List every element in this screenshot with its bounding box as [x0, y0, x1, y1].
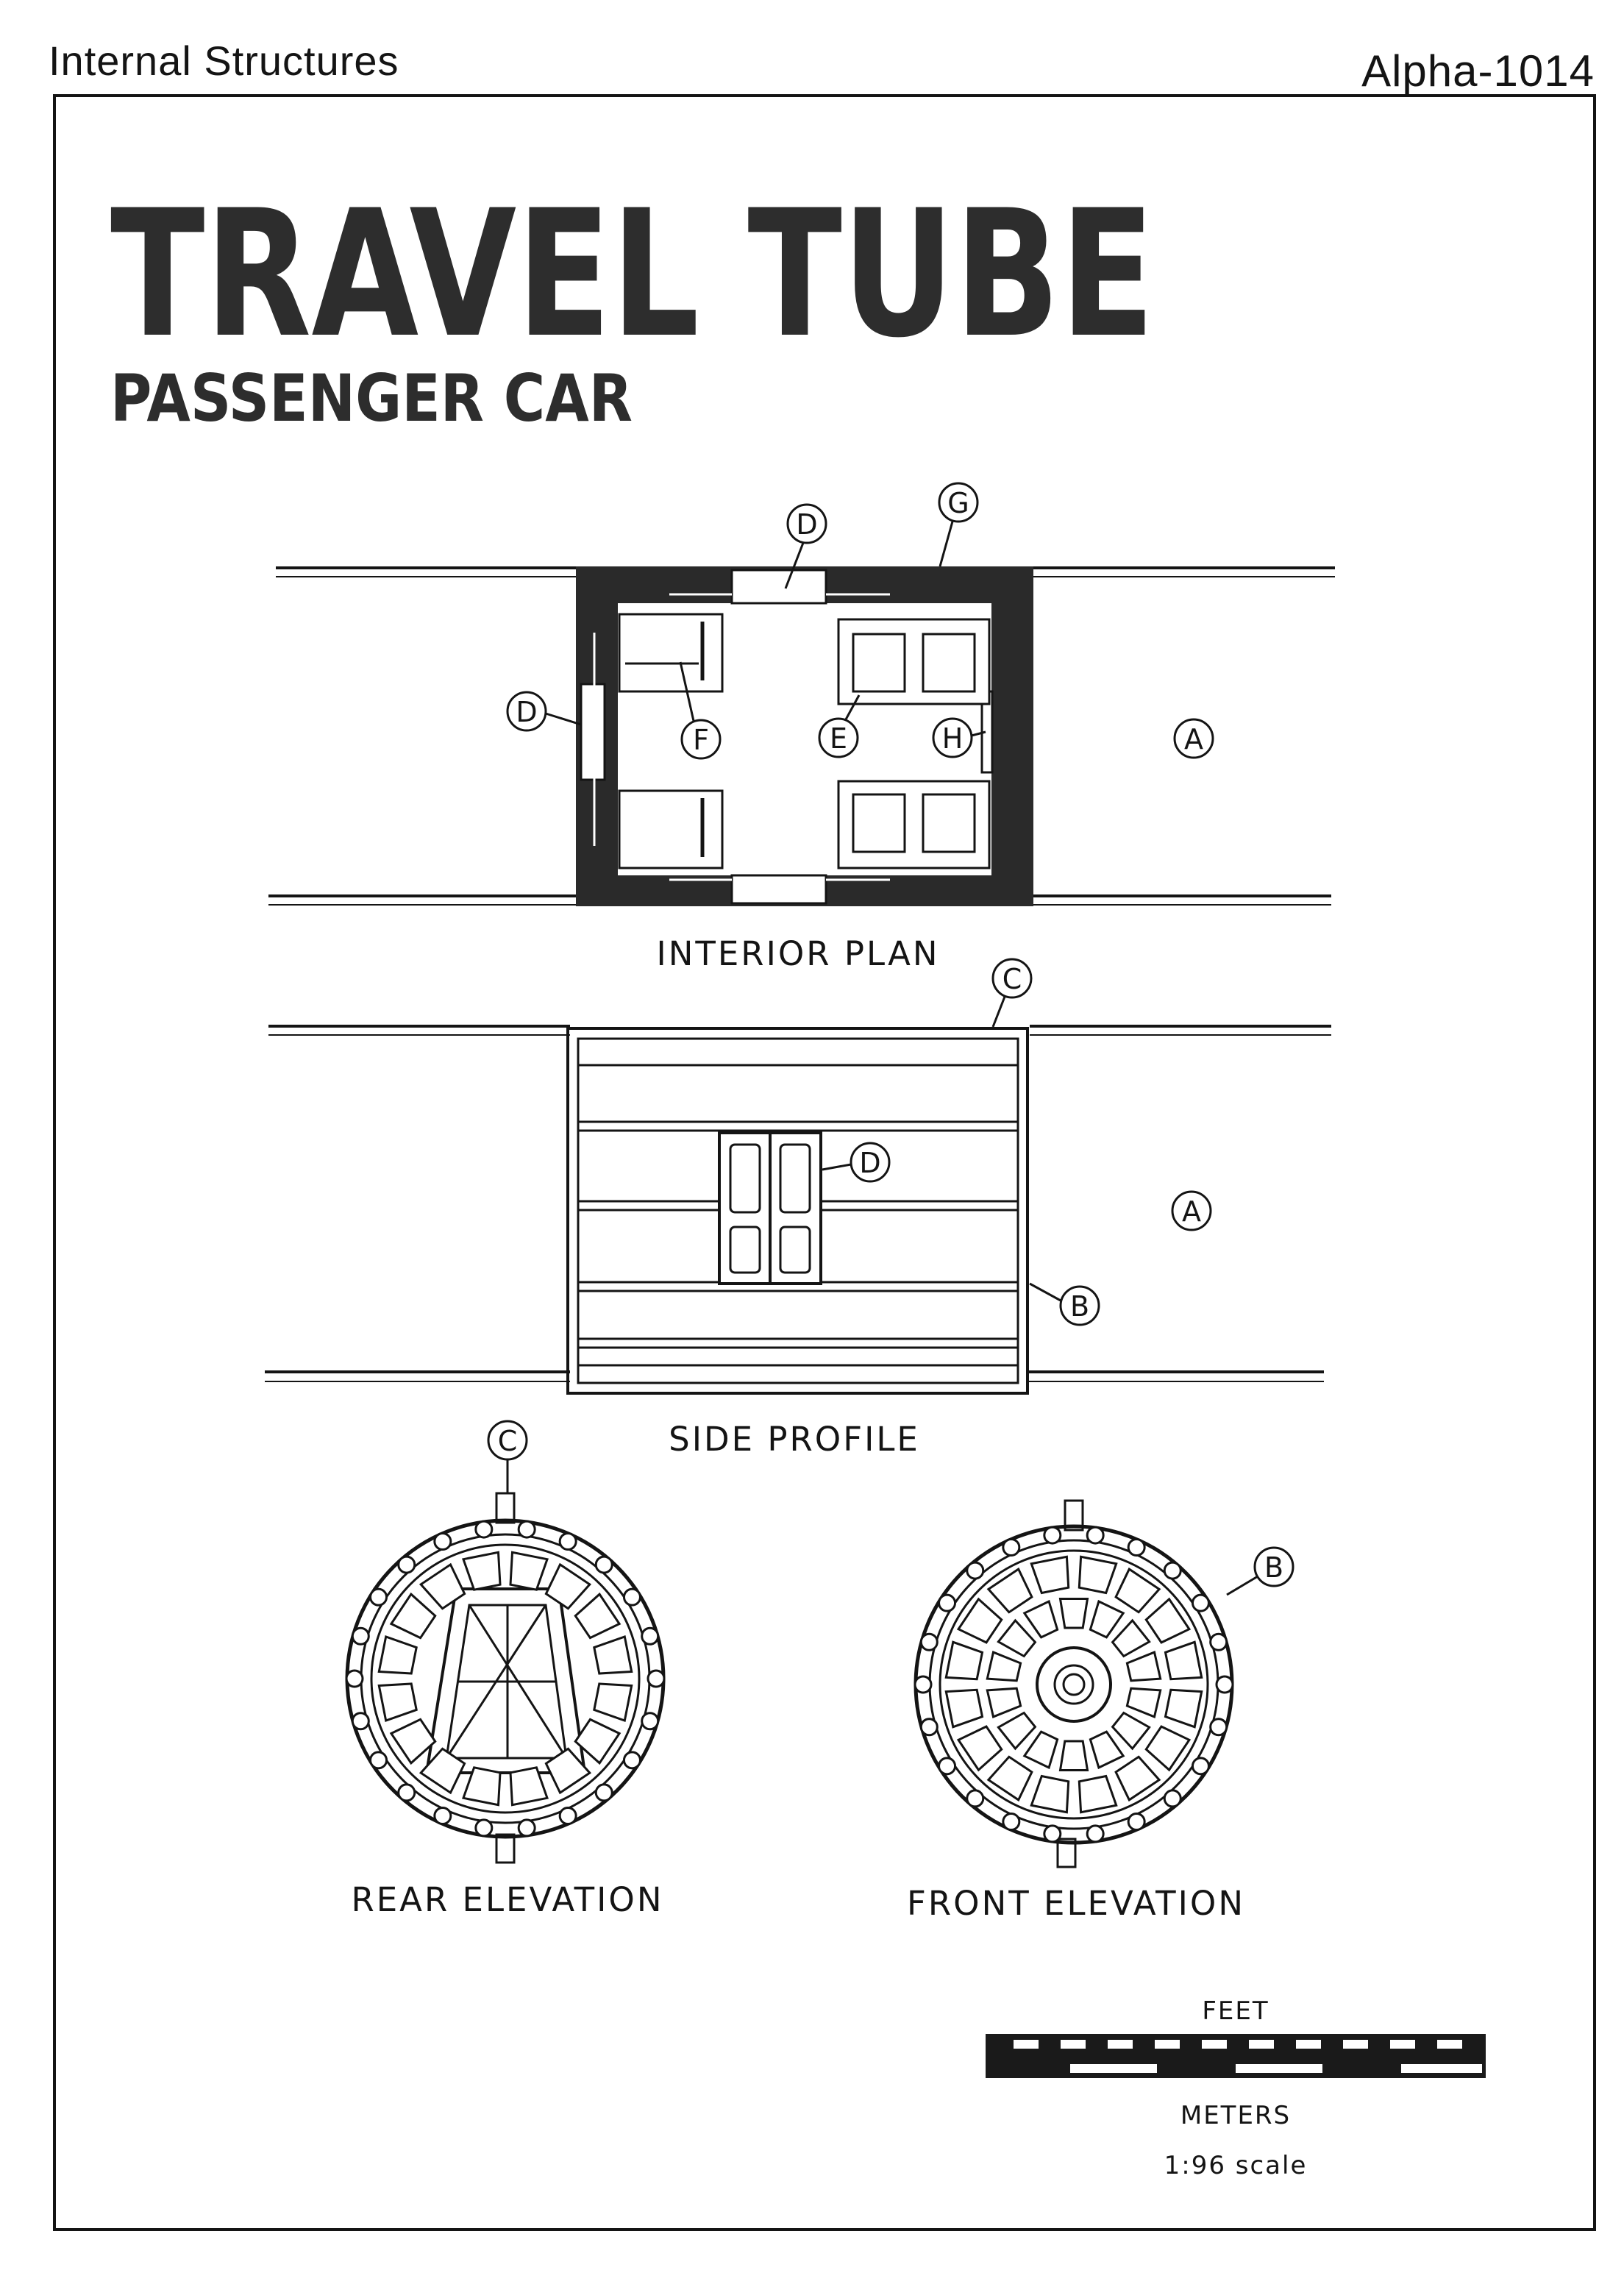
- meters-label: METERS: [1180, 2101, 1292, 2130]
- panel-segment: [987, 1688, 1020, 1717]
- bolt: [921, 1719, 937, 1735]
- bolt: [352, 1713, 368, 1729]
- panel-segment: [1025, 1732, 1058, 1768]
- panel-segment: [1113, 1621, 1150, 1657]
- bolt: [939, 1595, 955, 1611]
- panel-segment: [1127, 1652, 1160, 1681]
- panel-segment: [1166, 1642, 1202, 1679]
- scale-tick: [1108, 2040, 1133, 2049]
- feet-label: FEET: [1202, 1996, 1269, 2026]
- bolt: [399, 1557, 415, 1573]
- bolt: [1164, 1790, 1180, 1807]
- bolt: [1217, 1676, 1233, 1693]
- bolt: [1003, 1540, 1019, 1556]
- side-profile-callouts: [822, 959, 1211, 1325]
- callout-g: G: [947, 487, 969, 519]
- callout-a: A: [1182, 1195, 1201, 1228]
- panel-segment: [594, 1684, 632, 1721]
- bolt: [648, 1671, 664, 1687]
- bolt: [371, 1589, 387, 1605]
- panel-segment: [463, 1552, 500, 1590]
- scale-ratio: 1:96 scale: [1164, 2151, 1308, 2180]
- sub-title: PASSENGER CAR: [110, 360, 633, 436]
- bolt: [642, 1713, 658, 1729]
- callout-d: D: [516, 696, 538, 728]
- panel-segment: [1127, 1688, 1160, 1717]
- panel-segment: [1061, 1599, 1088, 1629]
- panel-segment: [987, 1652, 1020, 1681]
- scale-tick: [1437, 2040, 1462, 2049]
- panel-segment: [1079, 1776, 1116, 1813]
- bolt: [519, 1820, 535, 1836]
- bolt: [560, 1534, 576, 1550]
- bolt: [624, 1589, 640, 1605]
- panel-segment: [1025, 1601, 1058, 1637]
- bolt: [560, 1807, 576, 1824]
- main-title: TRAVEL TUBE: [110, 173, 1155, 377]
- scale-tick: [1014, 2040, 1039, 2049]
- scale-tick: [1343, 2040, 1368, 2049]
- scale-tick: [1202, 2040, 1227, 2049]
- panel-segment: [1031, 1557, 1068, 1593]
- callout-b: B: [1264, 1551, 1284, 1584]
- bolt: [1044, 1527, 1061, 1543]
- bolt: [435, 1534, 451, 1550]
- callout-h: H: [941, 722, 964, 755]
- bolt: [346, 1671, 363, 1687]
- panel-segment: [1090, 1601, 1123, 1637]
- panel-segment: [575, 1594, 619, 1637]
- panel-segment: [946, 1642, 982, 1679]
- panel-segment: [946, 1690, 982, 1726]
- bolt: [435, 1807, 451, 1824]
- panel-segment: [1113, 1713, 1150, 1749]
- bolt: [1211, 1634, 1227, 1650]
- panel-segment: [1061, 1741, 1088, 1771]
- scale-tick: [1296, 2040, 1321, 2049]
- side-profile-view: [265, 1026, 1331, 1393]
- rear-elevation-view: [346, 1493, 664, 1863]
- bolt: [1192, 1758, 1208, 1774]
- bolt: [596, 1785, 612, 1801]
- callout-c: C: [497, 1425, 518, 1457]
- bolt: [1003, 1813, 1019, 1829]
- front-elevation-label: FRONT ELEVATION: [907, 1884, 1245, 1923]
- bolt: [1087, 1527, 1103, 1543]
- panel-segment: [1079, 1557, 1116, 1593]
- bolt: [371, 1752, 387, 1768]
- panel-segment: [379, 1684, 416, 1721]
- scale-tick: [1390, 2040, 1415, 2049]
- bolt: [642, 1628, 658, 1644]
- scale-tick: [1061, 2040, 1086, 2049]
- panel-segment: [998, 1621, 1035, 1657]
- scale-tick: [1249, 2040, 1274, 2049]
- bolt: [399, 1785, 415, 1801]
- panel-segment: [1166, 1690, 1202, 1726]
- bolt: [1087, 1826, 1103, 1842]
- section-heading: Internal Structures: [49, 38, 399, 84]
- panel-segment: [1031, 1776, 1068, 1813]
- callout-a: A: [1184, 723, 1203, 755]
- bolt: [476, 1820, 492, 1836]
- bolt: [624, 1752, 640, 1768]
- bolt: [915, 1676, 931, 1693]
- panel-segment: [510, 1552, 547, 1590]
- side-profile-label: SIDE PROFILE: [669, 1420, 920, 1459]
- callout-d: D: [859, 1147, 881, 1179]
- bolt: [476, 1521, 492, 1537]
- front-elevation-view: [915, 1501, 1233, 1867]
- callout-f: F: [693, 724, 709, 756]
- bolt: [1128, 1540, 1144, 1556]
- callout-e: E: [829, 722, 848, 755]
- bolt: [596, 1557, 612, 1573]
- panel-segment: [998, 1713, 1035, 1749]
- bolt: [352, 1628, 368, 1644]
- callout-c: C: [1002, 963, 1022, 995]
- bolt: [939, 1758, 955, 1774]
- bolt: [967, 1562, 983, 1579]
- bolt: [1044, 1826, 1061, 1842]
- panel-segment: [594, 1637, 632, 1673]
- panel-segment: [1090, 1732, 1123, 1768]
- bolt: [1128, 1813, 1144, 1829]
- scale-bar: [986, 2034, 1486, 2078]
- bolt: [1164, 1562, 1180, 1579]
- scale-tick: [1155, 2040, 1180, 2049]
- document-code: Alpha-1014: [1361, 46, 1595, 96]
- rear-elevation-label: REAR ELEVATION: [351, 1880, 664, 1919]
- interior-plan-label: INTERIOR PLAN: [656, 934, 940, 973]
- bolt: [967, 1790, 983, 1807]
- panel-segment: [391, 1594, 435, 1637]
- callout-d: D: [796, 508, 818, 541]
- bolt: [519, 1521, 535, 1537]
- callout-b: B: [1069, 1290, 1090, 1323]
- bolt: [921, 1634, 937, 1650]
- panel-segment: [379, 1637, 416, 1673]
- bolt: [1211, 1719, 1227, 1735]
- bolt: [1192, 1595, 1208, 1611]
